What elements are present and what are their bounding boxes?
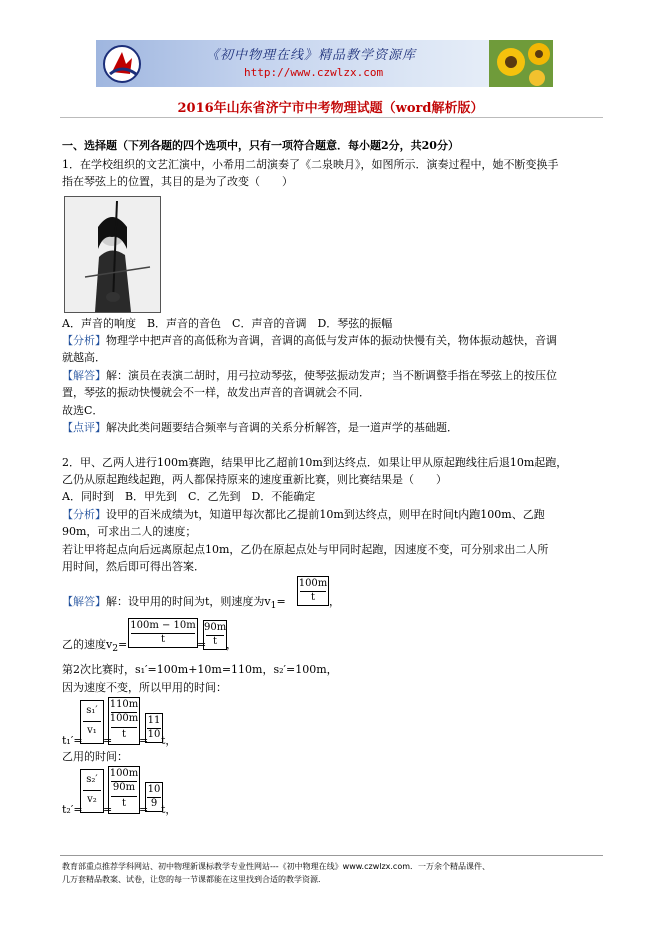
q1-stem-line2: 指在琴弦上的位置，其目的是为了改变（ ）	[62, 175, 293, 188]
equals-sign: =	[139, 803, 149, 816]
t1-label: t₁′=	[62, 734, 83, 747]
t2-c-numerator: 10	[147, 784, 161, 795]
equals-sign: =	[103, 803, 113, 816]
q1-options: A．声音的响度 B．声音的音色 C．声音的音调 D．琴弦的振幅	[62, 317, 393, 330]
v2-subscript: 2	[112, 643, 119, 655]
q2-analysis-line2: 90m，可求出二人的速度；	[62, 525, 197, 538]
t2-b-numerator: 100m	[109, 768, 139, 779]
v1-fraction	[297, 576, 329, 606]
site-banner	[96, 40, 553, 87]
t2-c-denominator: 9	[150, 798, 158, 809]
comment-tag: 【点评】	[62, 421, 106, 434]
v2-numerator-2: 90m	[204, 622, 227, 633]
fraction-bar	[111, 796, 137, 797]
v1-numerator: 100m	[298, 578, 328, 589]
page-footer	[62, 860, 622, 886]
fraction-bar	[83, 790, 101, 791]
q2-answer-text: 解：设甲用的时间为t，则速度为v	[106, 595, 271, 608]
q2-stem-line2: 乙仍从原起跑线起跑，两人都保持原来的速度重新比赛，则比赛结果是（ ）	[62, 473, 447, 486]
site-logo-icon	[102, 44, 142, 84]
t2-b-middle: 90m	[112, 782, 136, 793]
v1-denominator: t	[310, 592, 316, 603]
q1-answer-line1	[62, 369, 557, 383]
t2-label: t₂′=	[62, 803, 83, 816]
q1-choice: 故选C．	[62, 404, 104, 417]
document-title: 2016年山东省济宁市中考物理试题（word解析版）	[177, 101, 484, 116]
v2-label-line	[62, 638, 127, 656]
q2-jia-time-label: 因为速度不变，所以甲用的时间：	[62, 681, 227, 694]
fraction-bar	[111, 727, 137, 728]
q1-analysis-line2: 就越高．	[62, 351, 106, 364]
t1-b-denominator: t	[121, 729, 127, 740]
banner-title: 《初中物理在线》精品教学资源库	[206, 48, 417, 63]
t1-fraction-b	[108, 697, 140, 745]
answer-tag: 【解答】	[62, 595, 106, 608]
v2-numerator-1: 100m − 10m	[130, 620, 196, 631]
t2-a-numerator: s₂′	[86, 774, 98, 785]
q1-analysis-text: 物理学中把声音的高低称为音调，音调的高低与发声体的振动快慢有关，物体振动越快，音调	[106, 334, 557, 347]
t1-c-denominator: 10	[147, 729, 161, 740]
q1-comment-text: 解决此类问题要结合频率与音调的关系分析解答，是一道声学的基础题．	[106, 421, 458, 434]
equals-sign: =	[139, 734, 149, 747]
section-heading: 一、选择题（下列各题的四个选项中，只有一项符合题意．每小题2分，共20分）	[62, 139, 459, 152]
t2-b-denominator: t	[121, 798, 127, 809]
equals-sign: =	[118, 638, 128, 651]
t2-fraction-a	[80, 769, 104, 813]
t2-a-denominator: v₂	[87, 794, 97, 805]
t2-tail: t，	[161, 803, 177, 816]
q2-options: A．同时到 B．甲先到 C．乙先到 D．不能确定	[62, 490, 316, 503]
v2-comma: ，	[226, 638, 237, 651]
q2-analysis-line4: 用时间，然后即可得出答案．	[62, 560, 205, 573]
footer-line2: 几万套精品教案、试卷，让您的每一节课都能在这里找到合适的教学资源．	[62, 875, 326, 884]
footer-divider	[60, 855, 603, 856]
sunflower-icon	[489, 40, 553, 87]
v2-fraction-1	[128, 618, 198, 648]
banner-url[interactable]: http://www.czwlzx.com	[244, 66, 384, 79]
equals-sign: =	[103, 734, 113, 747]
q1-analysis-line1	[62, 334, 557, 348]
q1-answer-text: 解：演员在表演二胡时，用弓拉动琴弦，使琴弦振动发声；当不断调整手指在琴弦上的按压位	[106, 369, 557, 382]
analysis-tag: 【分析】	[62, 334, 106, 347]
t1-c-numerator: 11	[147, 715, 161, 726]
equals-sign: =	[197, 638, 207, 651]
footer-line1: 教育部重点推荐学科网站、初中物理新课标教学专业性网站---《初中物理在线》www.czwlzx.com．一万余个精品课件、	[62, 862, 491, 871]
v2-label: 乙的速度v	[62, 638, 113, 651]
q2-yi-time-label: 乙用的时间：	[62, 750, 128, 763]
fraction-bar	[83, 721, 101, 722]
v2-fraction-2	[203, 620, 227, 650]
q2-second-race: 第2次比赛时，s₁′=100m+10m=110m，s₂′=100m，	[62, 663, 338, 676]
t1-b-numerator: 110m	[109, 699, 139, 710]
v1-comma: ，	[329, 595, 340, 608]
title-divider	[60, 117, 603, 118]
q2-analysis-line3: 若让甲将起点向后远离原起点10m，乙仍在原起点处与甲同时起跑，因速度不变，可分别求出二人所	[62, 543, 549, 556]
v2-denominator-1: t	[160, 634, 166, 645]
t1-tail: t，	[161, 734, 177, 747]
q2-analysis-text: 设甲的百米成绩为t，知道甲每次都比乙提前10m到达终点，则甲在时间t内跑100m、乙跑	[106, 508, 545, 521]
q1-stem-line1: 1．在学校组织的文艺汇演中，小希用二胡演奏了《二泉映月》，如图所示．演奏过程中，她不断变换手	[62, 158, 559, 171]
t2-fraction-b	[108, 766, 140, 814]
q2-answer-line1	[62, 595, 286, 613]
q2-analysis-line1	[62, 508, 545, 522]
t1-fraction-a	[80, 700, 104, 744]
q2-stem-line1: 2．甲、乙两人进行100m赛跑，结果甲比乙超前10m到达终点．如果让甲从原起跑线往后退10m起跑，	[62, 456, 568, 469]
t1-a-denominator: v₁	[87, 725, 97, 736]
erhu-player-photo	[64, 196, 161, 313]
answer-tag: 【解答】	[62, 369, 106, 382]
q1-answer-line2: 置，琴弦的振动快慢就会不一样，故发出声音的音调就会不同．	[62, 386, 370, 399]
t1-b-middle: 100m	[109, 713, 139, 724]
t1-a-numerator: s₁′	[86, 705, 98, 716]
equals-sign: =	[276, 595, 286, 608]
v2-denominator-2: t	[212, 636, 218, 647]
q1-comment	[62, 421, 458, 435]
v1-subscript: 1	[270, 600, 277, 612]
analysis-tag: 【分析】	[62, 508, 106, 521]
